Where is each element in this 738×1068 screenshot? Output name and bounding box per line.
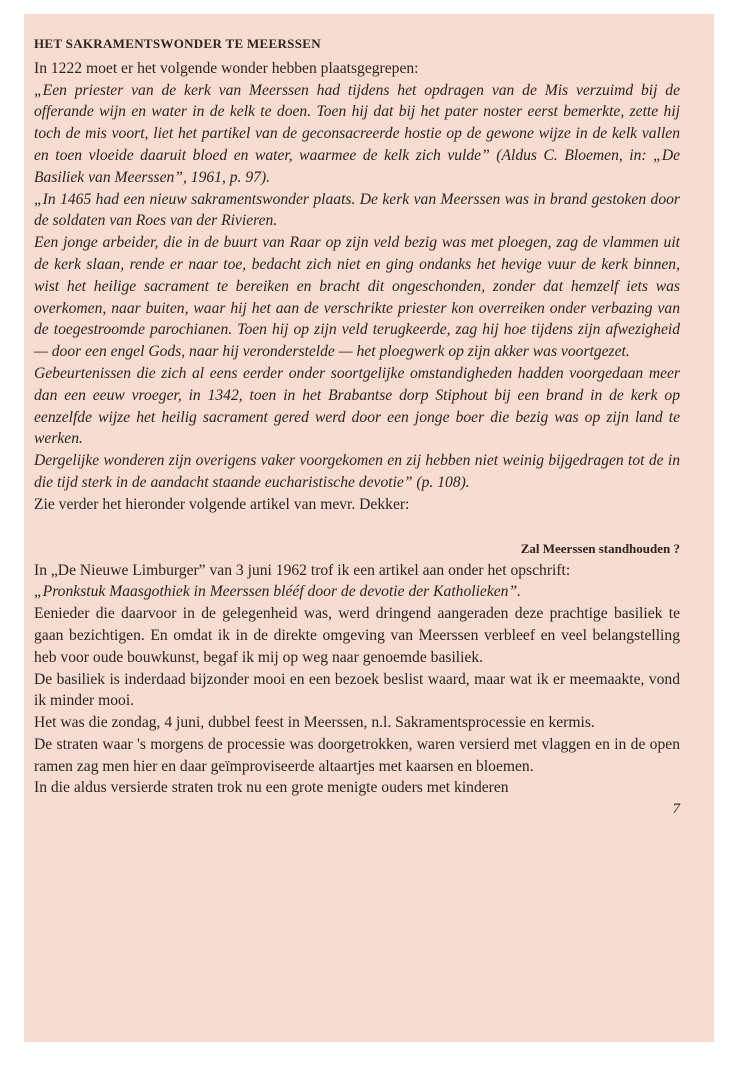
paragraph: Dergelijke wonderen zijn overigens vaker voorgekomen en zij hebben niet weinig bijgedragen tot de in die tijd sterk in de aandacht staande eucharistische devotie” (p. 108). [34,452,680,492]
paragraph: In die aldus versierde straten trok nu een grote menigte ouders met kinderen [34,779,509,797]
section-sakramentswonder [34,58,680,516]
paragraph: Eenieder die daarvoor in de gelegenheid was, werd dringend aangeraden deze prachtige basiliek te gaan bezichtigen. En omdat ik in de direkte omgeving van Meerssen verbleef en veel belangstelling heb voor oude bouwkunst, begaf ik mij op weg naar genoemde basiliek. [34,605,680,666]
paragraph: „Pronkstuk Maasgothiek in Meerssen blééf door de devotie der Katholieken”. [34,583,522,601]
paragraph: De straten waar 's morgens de processie was doorgetrokken, waren versierd met vlaggen en in de open ramen zag men hier en daar geïmproviseerde altaartjes met kaarsen en bloemen. [34,735,680,775]
paragraph: Zie verder het hieronder volgende artikel van mevr. Dekker: [34,495,410,513]
paragraph: De basiliek is inderdaad bijzonder mooi en een bezoek beslist waard, maar wat ik er meemaakte, vond ik minder mooi. [34,670,680,710]
paragraph: Een jonge arbeider, die in de buurt van Raar op zijn veld bezig was met ploegen, zag de vlammen uit de kerk slaan, rende er naar toe, bedacht zich niet en ging ondanks het hevige vuur de kerk binnen, wist het heilige sacrament te bereiken en bracht dit ongeschonden, zonder dat hemzelf iets was overkomen, naar buiten, waar hij het aan de verschrikte priester kon overreiken onder verbazing van de toegestroomde parochianen. Toen hij op zijn veld terugkeerde, zag hij hoe tijdens zijn afwezigheid — door een engel Gods, naar hij veronderstelde — het ploegwerk op zijn akker was voortgezet. [34,234,680,361]
paragraph: In „De Nieuwe Limburger” van 3 juni 1962 trof ik een artikel aan onder het opschrift: [34,561,571,579]
section-zal-meerssen [34,560,680,800]
paragraph: In 1222 moet er het volgende wonder hebben plaatsgegrepen: [34,59,419,77]
paragraph: „Een priester van de kerk van Meerssen had tijdens het opdragen van de Mis verzuimd bij de offerande wijn en water in de kelk te doen. Toen hij dat bij het pater noster eerst bemerkte, zette hij toch de mis voort, liet het partikel van de geconsacreerde hostie op de gewone wijze in de kelk vallen en toen vloeide daaruit bloed en water, waarmee de kelk zich vulde” (Aldus C. Bloemen, in: „De Basiliek van Meerssen”, 1961, p. 97). [34,81,680,186]
document-page [24,14,714,1042]
page-number: 7 [672,801,680,818]
article-subheading: Zal Meerssen standhouden ? [520,540,680,556]
article-heading: HET SAKRAMENTSWONDER TE MEERSSEN [34,36,321,51]
paragraph: Gebeurtenissen die zich al eens eerder onder soortgelijke omstandigheden hadden voorgedaan meer dan een eeuw vroeger, in 1342, toen in het Brabantse dorp Stiphout bij een brand in de kerk op eenzelfde wijze het heilig sacrament gered werd door een jonge boer die bezig was op zijn land te werken. [34,365,680,448]
paragraph: „In 1465 had een nieuw sakramentswonder plaats. De kerk van Meerssen was in brand gestoken door de soldaten van Roes van der Rivieren. [34,190,680,230]
paragraph: Het was die zondag, 4 juni, dubbel feest in Meerssen, n.l. Sakramentsprocessie en kermis. [34,714,595,732]
